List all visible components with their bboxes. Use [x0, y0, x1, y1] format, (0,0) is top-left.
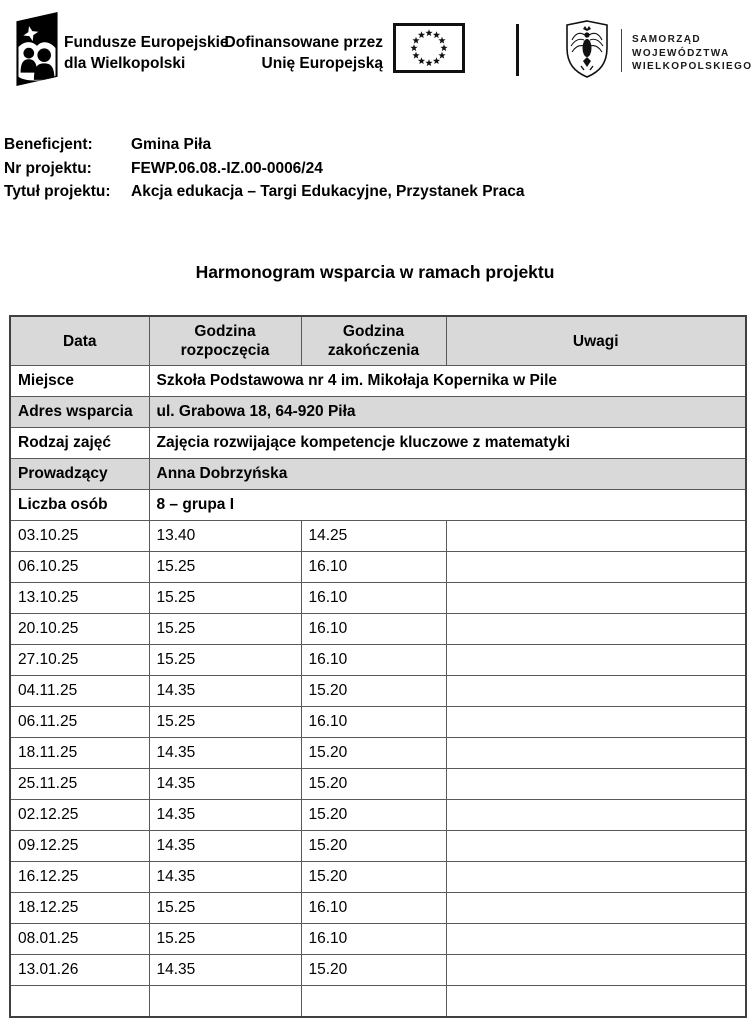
notes-cell [446, 924, 746, 955]
table-row [10, 397, 746, 428]
date-cell: 03.10.25 [10, 521, 149, 552]
table-row [10, 428, 746, 459]
date-cell: 20.10.25 [10, 614, 149, 645]
end-time-cell: 15.20 [301, 676, 446, 707]
date-cell: 02.12.25 [10, 800, 149, 831]
date-cell: 16.12.25 [10, 862, 149, 893]
start-time-cell: 14.35 [149, 676, 301, 707]
start-time-cell: 14.35 [149, 769, 301, 800]
notes-cell [446, 552, 746, 583]
group-size-label: Liczba osób [10, 490, 149, 521]
notes-cell [446, 645, 746, 676]
logo-divider [516, 24, 519, 76]
eu-funding-label: Dofinansowane przez Unię Europejską [224, 34, 383, 72]
crest-divider [621, 29, 622, 72]
end-time-cell: 15.20 [301, 769, 446, 800]
table-row [10, 738, 746, 769]
info-row-project-number [4, 157, 524, 181]
start-time-cell [149, 986, 301, 1018]
table-row [10, 955, 746, 986]
group-size-value: 8 – grupa I [149, 490, 746, 521]
date-cell: 18.11.25 [10, 738, 149, 769]
eu-funds-label: Fundusze Europejskie dla Wielkopolski [64, 34, 229, 72]
end-time-cell: 16.10 [301, 893, 446, 924]
start-time-cell: 15.25 [149, 893, 301, 924]
instructor-value: Anna Dobrzyńska [149, 459, 746, 490]
table-row [10, 707, 746, 738]
column-header-date: Data [10, 316, 149, 366]
start-time-cell: 14.35 [149, 831, 301, 862]
table-row [10, 583, 746, 614]
notes-cell [446, 769, 746, 800]
beneficiary-label: Beneficjent: [4, 136, 93, 153]
table-row [10, 521, 746, 552]
notes-cell [446, 738, 746, 769]
table-row [10, 552, 746, 583]
table-row [10, 645, 746, 676]
table-row [10, 614, 746, 645]
table-row [10, 862, 746, 893]
date-cell: 04.11.25 [10, 676, 149, 707]
table-row [10, 490, 746, 521]
notes-cell [446, 583, 746, 614]
schedule-header-row [10, 316, 746, 366]
notes-cell [446, 707, 746, 738]
end-time-cell: 15.20 [301, 862, 446, 893]
end-time-cell: 16.10 [301, 614, 446, 645]
date-cell: 27.10.25 [10, 645, 149, 676]
end-time-cell: 14.25 [301, 521, 446, 552]
notes-cell [446, 862, 746, 893]
column-header-start-time: Godzina rozpoczęcia [149, 316, 301, 366]
start-time-cell: 13.40 [149, 521, 301, 552]
end-time-cell: 16.10 [301, 552, 446, 583]
end-time-cell [301, 986, 446, 1018]
start-time-cell: 14.35 [149, 955, 301, 986]
table-row [10, 831, 746, 862]
notes-cell [446, 614, 746, 645]
project-number-label: Nr projektu: [4, 159, 92, 177]
end-time-cell: 15.20 [301, 800, 446, 831]
start-time-cell: 15.25 [149, 707, 301, 738]
column-header-end-time: Godzina zakończenia [301, 316, 446, 366]
table-row [10, 769, 746, 800]
table-row [10, 986, 746, 1018]
end-time-cell: 16.10 [301, 645, 446, 676]
start-time-cell: 15.25 [149, 614, 301, 645]
notes-cell [446, 893, 746, 924]
details-section [10, 366, 746, 521]
project-title-label: Tytuł projektu: [4, 183, 111, 200]
table-row [10, 366, 746, 397]
notes-cell [446, 676, 746, 707]
date-cell: 25.11.25 [10, 769, 149, 800]
date-cell: 13.01.26 [10, 955, 149, 986]
schedule-body [10, 521, 746, 1018]
start-time-cell: 15.25 [149, 552, 301, 583]
end-time-cell: 16.10 [301, 707, 446, 738]
notes-cell [446, 986, 746, 1018]
class-type-value: Zajęcia rozwijające kompetencje kluczowe z matematyki [149, 428, 746, 459]
place-value: Szkoła Podstawowa nr 4 im. Mikołaja Kopernika w Pile [149, 366, 746, 397]
eu-flag-icon [393, 23, 465, 73]
end-time-cell: 15.20 [301, 738, 446, 769]
date-cell: 06.10.25 [10, 552, 149, 583]
start-time-cell: 15.25 [149, 645, 301, 676]
project-number-value: FEWP.06.08.-IZ.00-0006/24 [131, 159, 323, 177]
region-label: SAMORZĄD WOJEWÓDZTWA WIELKOPOLSKIEGO [632, 34, 752, 72]
start-time-cell: 14.35 [149, 738, 301, 769]
place-label: Miejsce [10, 366, 149, 397]
start-time-cell: 15.25 [149, 924, 301, 955]
class-type-label: Rodzaj zajęć [10, 428, 149, 459]
eu-funds-logo-icon [16, 12, 58, 86]
table-row [10, 893, 746, 924]
address-label: Adres wsparcia [10, 397, 149, 428]
date-cell: 09.12.25 [10, 831, 149, 862]
column-header-notes: Uwagi [446, 316, 746, 366]
end-time-cell: 16.10 [301, 583, 446, 614]
info-row-project-title [4, 180, 524, 204]
notes-cell [446, 831, 746, 862]
table-row [10, 459, 746, 490]
table-row [10, 800, 746, 831]
notes-cell [446, 800, 746, 831]
address-value: ul. Grabowa 18, 64-920 Piła [149, 397, 746, 428]
date-cell [10, 986, 149, 1018]
project-info [4, 133, 524, 204]
start-time-cell: 14.35 [149, 862, 301, 893]
end-time-cell: 15.20 [301, 831, 446, 862]
schedule-table [9, 315, 747, 1018]
page-title: Harmonogram wsparcia w ramach projektu [195, 262, 555, 282]
notes-cell [446, 955, 746, 986]
start-time-cell: 15.25 [149, 583, 301, 614]
date-cell: 18.12.25 [10, 893, 149, 924]
beneficiary-value: Gmina Piła [131, 136, 212, 153]
end-time-cell: 15.20 [301, 955, 446, 986]
start-time-cell: 14.35 [149, 800, 301, 831]
coat-of-arms-icon [563, 20, 611, 78]
project-title-value: Akcja edukacja – Targi Edukacyjne, Przystanek Praca [131, 183, 525, 200]
notes-cell [446, 521, 746, 552]
table-row [10, 924, 746, 955]
instructor-label: Prowadzący [10, 459, 149, 490]
date-cell: 08.01.25 [10, 924, 149, 955]
table-row [10, 676, 746, 707]
info-row-beneficiary [4, 133, 524, 157]
date-cell: 13.10.25 [10, 583, 149, 614]
date-cell: 06.11.25 [10, 707, 149, 738]
end-time-cell: 16.10 [301, 924, 446, 955]
